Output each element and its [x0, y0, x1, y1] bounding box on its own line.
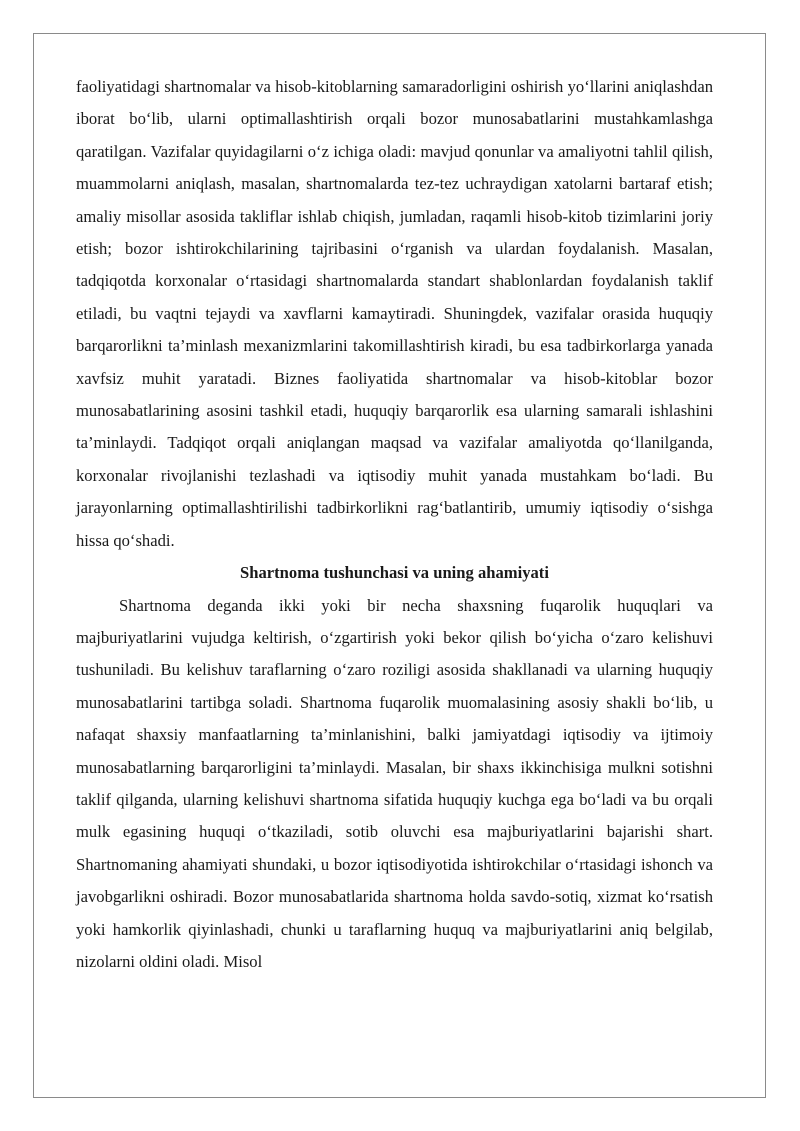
- section-heading: Shartnoma tushunchasi va uning ahamiyati: [240, 563, 549, 583]
- body-paragraph: Shartnoma deganda ikki yoki bir necha shaxsning fuqarolik huquqlari va majburiyatlarini vujudga keltirish, o‘zgartirish yoki bekor qilish bo‘yicha o‘zaro kelishuvi tushuniladi. Bu kelishuv taraflarning o‘zaro roziligi asosida shakllanadi va ularning huquqiy munosabatlarini tartibga soladi. Shartnoma fuqarolik muomalasining asosiy shakli bo‘lib, u nafaqat shaxsiy manfaatlarning ta’minlanishini, balki jamiyatdagi iqtisodiy va ijtimoiy munosabatlarning barqarorligini ta’minlaydi. Masalan, bir shaxs ikkinchisiga mulkni sotishni taklif qilganda, ularning kelishuvi shartnoma sifatida huquqiy kuchga ega bo‘ladi va bu orqali mulk egasining huquqi o‘tkaziladi, sotib oluvchi esa majburiyatlarini bajarishi shart. Shartnomaning ahamiyati shundaki, u bozor iqtisodiyotida ishtirokchilar o‘rtasidagi ishonch va javobgarlikni oshiradi. Bozor munosabatlarida shartnoma holda savdo-sotiq, xizmat ko‘rsatish yoki hamkorlik qiyinlashadi, chunki u taraflarning huquq va majburiyatlarini aniq belgilab, nizolarni oldini oladi. Misol: [76, 595, 713, 971]
- body-paragraph: faoliyatidagi shartnomalar va hisob-kitoblarning samaradorligini oshirish yo‘llarini aniqlashdan iborat bo‘lib, ularni optimallashtirish orqali bozor munosabatlarini mustahkamlashga qaratilgan. Vazifalar quyidagilarni o‘z ichiga oladi: mavjud qonunlar va amaliyotni tahlil qilish, muammolarni aniqlash, masalan, shartnomalarda tez-tez uchraydigan xatolarni bartaraf etish; amaliy misollar asosida takliflar ishlab chiqish, jumladan, raqamli hisob-kitob tizimlarini joriy etish; bozor ishtirokchilarining tajribasini o‘rganish va ulardan foydalanish. Masalan, tadqiqotda korxonalar o‘rtasidagi shartnomalarda standart shablonlardan foydalanish taklif etiladi, bu vaqtni tejaydi va xavflarni kamaytiradi. Shuningdek, vazifalar orasida huquqiy barqarorlikni ta’minlash mexanizmlarini takomillashtirish kiradi, bu esa tadbirkorlarga yanada xavfsiz muhit yaratadi. Biznes faoliyatida shartnomalar va hisob-kitoblar bozor munosabatlarining asosini tashkil etadi, huquqiy barqarorlik esa ularning samarali ishlashini ta’minlaydi. Tadqiqot orqali aniqlangan maqsad va vazifalar amaliyotda qo‘llanilganda, korxonalar rivojlanishi tezlashadi va iqtisodiy muhit yanada mustahkam bo‘ladi. Bu jarayonlarning optimallashtirilishi tadbirkorlikni rag‘batlantirib, umumiy iqtisodiy o‘sishga hissa qo‘shadi.: [76, 77, 713, 550]
- document-body: [76, 71, 713, 978]
